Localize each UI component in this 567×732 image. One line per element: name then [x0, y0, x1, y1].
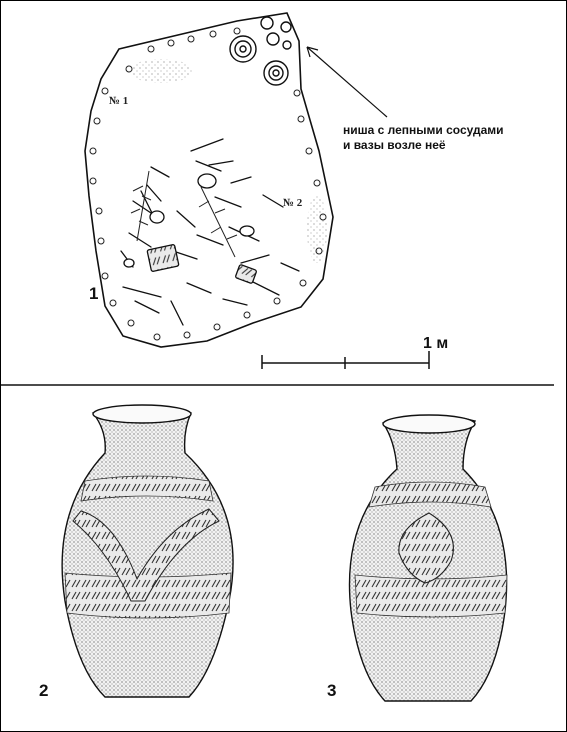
vase-2-rim [93, 405, 191, 423]
panel-2-label: 2 [39, 681, 49, 700]
figure-drawing [1, 1, 567, 732]
scale-bar-label: 1 м [423, 335, 449, 352]
annotation-arrow [307, 47, 387, 117]
panel-3-label: 3 [327, 681, 337, 700]
scale-bar [262, 351, 429, 369]
vase-2 [62, 405, 233, 697]
niche-annotation [343, 123, 504, 153]
niche-annotation-line-2: и вазы возле неё [343, 138, 446, 152]
burial-label-2: № 2 [283, 197, 303, 209]
stipple-patch-right [307, 195, 327, 263]
stipple-patch-top [129, 59, 193, 83]
panel-1-label: 1 [89, 284, 99, 303]
vase-2-body [62, 406, 233, 697]
vase-3 [349, 415, 507, 701]
grave-plan [85, 13, 429, 369]
niche-annotation-line-1: ниша с лепными сосудами [343, 123, 504, 137]
burial-label-1: № 1 [109, 95, 129, 107]
vase-3-rim [383, 415, 475, 433]
